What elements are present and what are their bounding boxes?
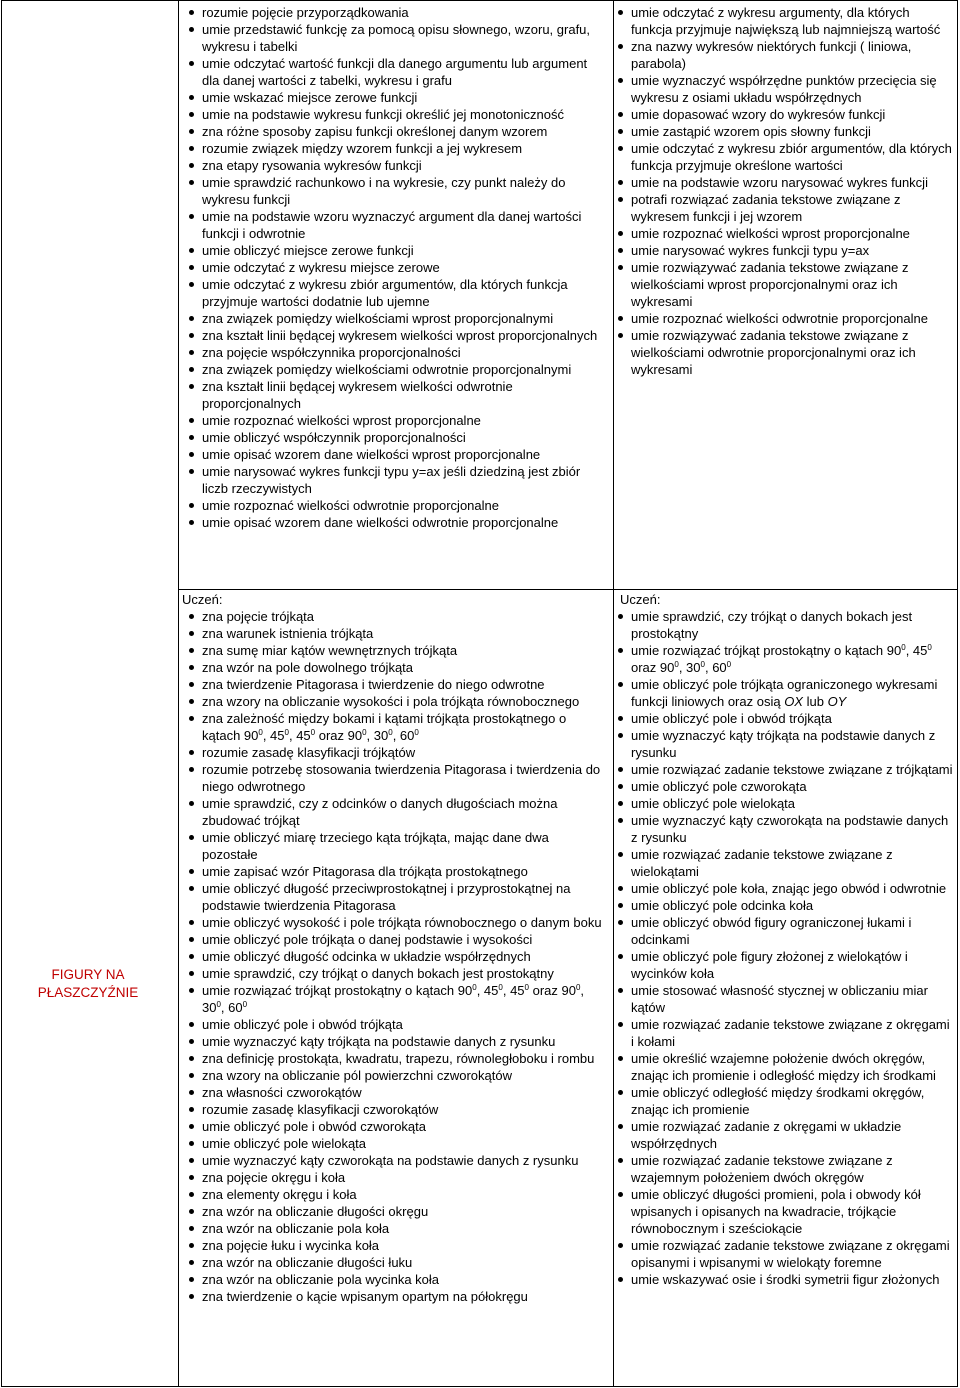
list-item: umie wyznaczyć współrzędne punktów przecięcia się wykresu z osiami układu współrzędnych xyxy=(609,72,954,106)
functions-basic-requirements xyxy=(180,4,606,531)
list-item: zna kształt linii będącej wykresem wielkości wprost proporcjonalnych xyxy=(180,327,606,344)
list-item: zna pojęcie trójkąta xyxy=(180,608,606,625)
list-item: umie wskazać miejsce zerowe funkcji xyxy=(180,89,606,106)
list-item: umie obliczyć pole odcinka koła xyxy=(609,897,954,914)
list-item: umie rozwiązać zadanie tekstowe związane z trójkątami xyxy=(609,761,954,778)
list-item: zna etapy rysowania wykresów funkcji xyxy=(180,157,606,174)
list-item: zna twierdzenie Pitagorasa i twierdzenie do niego odwrotne xyxy=(180,676,606,693)
list-item: umie obliczyć pole figury złożonej z wielokątów i wycinków koła xyxy=(609,948,954,982)
list-item: zna pojęcie współczynnika proporcjonalności xyxy=(180,344,606,361)
column-divider-1 xyxy=(178,1,179,1386)
list-item: umie sprawdzić, czy trójkąt o danych bokach jest prostokątny xyxy=(180,965,606,982)
list-item: zna związek pomiędzy wielkościami odwrotnie proporcjonalnymi xyxy=(180,361,606,378)
figures-extended-requirements xyxy=(609,591,954,1288)
list-item: umie obliczyć wysokość i pole trójkąta równobocznego o danym boku xyxy=(180,914,606,931)
list-item: rozumie pojęcie przyporządkowania xyxy=(180,4,606,21)
list-item: umie obliczyć długość przeciwprostokątnej i przyprostokątnej na podstawie twierdzenia Pitagorasa xyxy=(180,880,606,914)
list-item: umie rozwiązywać zadania tekstowe związane z wielkościami wprost proporcjonalnymi oraz ich wykresami xyxy=(609,259,954,310)
list-item: zna kształt linii będącej wykresem wielkości odwrotnie proporcjonalnych xyxy=(180,378,606,412)
list-item: umie opisać wzorem dane wielkości wprost proporcjonalne xyxy=(180,446,606,463)
list-item: umie wyznaczyć kąty czworokąta na podstawie danych z rysunku xyxy=(180,1152,606,1169)
list-item: umie zapisać wzór Pitagorasa dla trójkąta prostokątnego xyxy=(180,863,606,880)
list-item: umie rozwiązywać zadania tekstowe związane z wielkościami odwrotnie proporcjonalnymi oraz ich wykresami xyxy=(609,327,954,378)
list-item: umie obliczyć pole koła, znając jego obwód i odwrotnie xyxy=(609,880,954,897)
list-item-solve-triangle: umie rozwiązać trójkąt prostokątny o kątach $90^0$, $45^0$, $45^0$ oraz $90^0$, $30^0$, $60^0$ xyxy=(180,982,606,1016)
list-item: umie rozwiązać zadanie tekstowe związane z wzajemnym położeniem dwóch okręgów xyxy=(609,1152,954,1186)
list-item: umie rozwiązać zadanie z okręgami w układzie współrzędnych xyxy=(609,1118,954,1152)
list-item: umie obliczyć współczynnik proporcjonalności xyxy=(180,429,606,446)
list-item: umie odczytać wartość funkcji dla danego argumentu lub argument dla danej wartości z tabelki, wykresu i grafu xyxy=(180,55,606,89)
list-item: umie zastąpić wzorem opis słowny funkcji xyxy=(609,123,954,140)
list-item: umie odczytać z wykresu zbiór argumentów, dla których funkcja przyjmuje określone wartości xyxy=(609,140,954,174)
list-item: zna wzór na obliczanie długości okręgu xyxy=(180,1203,606,1220)
functions-basic-list xyxy=(180,4,606,531)
list-item: umie określić wzajemne położenie dwóch okręgów, znając ich promienie i odległość między ich środkami xyxy=(609,1050,954,1084)
list-item: umie obliczyć pole wielokąta xyxy=(609,795,954,812)
list-item: umie dopasować wzory do wykresów funkcji xyxy=(609,106,954,123)
list-item: umie przedstawić funkcję za pomocą opisu słownego, wzoru, grafu, wykresu i tabelki xyxy=(180,21,606,55)
list-item: umie obliczyć pole czworokąta xyxy=(609,778,954,795)
figures-extended-list xyxy=(609,608,954,1288)
list-item: umie odczytać z wykresu miejsce zerowe xyxy=(180,259,606,276)
list-item: umie rozwiązać zadanie tekstowe związane z okręgami opisanymi i wpisanymi w wielokąty foremne xyxy=(609,1237,954,1271)
list-item: umie opisać wzorem dane wielkości odwrotnie proporcjonalne xyxy=(180,514,606,531)
list-item: umie sprawdzić, czy trójkąt o danych bokach jest prostokątny xyxy=(609,608,954,642)
list-item: umie rozpoznać wielkości wprost proporcjonalne xyxy=(180,412,606,429)
figures-basic-list xyxy=(180,608,606,1305)
list-item: umie obliczyć miejsce zerowe funkcji xyxy=(180,242,606,259)
functions-extended-requirements xyxy=(609,4,954,378)
list-item: umie obliczyć pole trójkąta o danej podstawie i wysokości xyxy=(180,931,606,948)
list-item: umie obliczyć pole i obwód trójkąta xyxy=(609,710,954,727)
list-item: zna warunek istnienia trójkąta xyxy=(180,625,606,642)
list-item: umie obliczyć długość odcinka w układzie współrzędnych xyxy=(180,948,606,965)
list-item: umie wyznaczyć kąty trójkąta na podstawie danych z rysunku xyxy=(609,727,954,761)
figures-basic-requirements xyxy=(180,591,606,1305)
list-item: umie na podstawie wzoru wyznaczyć argument dla danej wartości funkcji i odwrotnie xyxy=(180,208,606,242)
list-item: umie stosować własność stycznej w obliczaniu miar kątów xyxy=(609,982,954,1016)
list-item-angle-relation: zna zależność między bokami i kątami trójkąta prostokątnego o kątach $90^0$, $45^0$, $45^0$ oraz $90^0$, $30^0$, $60^0$ xyxy=(180,710,606,744)
list-item: zna własności czworokątów xyxy=(180,1084,606,1101)
list-item: umie wyznaczyć kąty czworokąta na podstawie danych z rysunku xyxy=(609,812,954,846)
list-item: umie sprawdzić rachunkowo i na wykresie, czy punkt należy do wykresu funkcji xyxy=(180,174,606,208)
list-item: zna sumę miar kątów wewnętrznych trójkąta xyxy=(180,642,606,659)
list-item: umie obliczyć obwód figury ograniczonej łukami i odcinkami xyxy=(609,914,954,948)
row-divider xyxy=(178,589,957,590)
list-item: umie na podstawie wykresu funkcji określić jej monotoniczność xyxy=(180,106,606,123)
list-item: umie rozwiązać zadanie tekstowe związane z okręgami i kołami xyxy=(609,1016,954,1050)
section-label: FIGURY NA PŁASZCZYŹNIE xyxy=(37,967,139,1000)
figures-extended-heading: Uczeń: xyxy=(620,592,661,607)
list-item: umie obliczyć pole wielokąta xyxy=(180,1135,606,1152)
list-item: zna wzory na obliczanie pól powierzchni czworokątów xyxy=(180,1067,606,1084)
list-item: zna wzór na obliczanie długości łuku xyxy=(180,1254,606,1271)
list-item: zna wzór na obliczanie pola koła xyxy=(180,1220,606,1237)
figures-basic-heading: Uczeń: xyxy=(182,592,223,607)
list-item: zna twierdzenie o kącie wpisanym opartym na półokręgu xyxy=(180,1288,606,1305)
list-item: zna wzór na pole dowolnego trójkąta xyxy=(180,659,606,676)
list-item: umie obliczyć pole i obwód czworokąta xyxy=(180,1118,606,1135)
list-item: rozumie związek między wzorem funkcji a jej wykresem xyxy=(180,140,606,157)
list-item: zna wzór na obliczanie pola wycinka koła xyxy=(180,1271,606,1288)
list-item: umie wyznaczyć kąty trójkąta na podstawie danych z rysunku xyxy=(180,1033,606,1050)
list-item: potrafi rozwiązać zadania tekstowe związane z wykresem funkcji i jej wzorem xyxy=(609,191,954,225)
list-item: zna związek pomiędzy wielkościami wprost proporcjonalnymi xyxy=(180,310,606,327)
list-item: umie rozpoznać wielkości odwrotnie proporcjonalne xyxy=(609,310,954,327)
list-item: zna wzory na obliczanie wysokości i pola trójkąta równobocznego xyxy=(180,693,606,710)
functions-extended-list xyxy=(609,4,954,378)
list-item: umie rozpoznać wielkości wprost proporcjonalne xyxy=(609,225,954,242)
list-item: umie odczytać z wykresu argumenty, dla których funkcja przyjmuje największą lub najmniejszą wartość xyxy=(609,4,954,38)
list-item: rozumie potrzebę stosowania twierdzenia Pitagorasa i twierdzenia do niego odwrotnego xyxy=(180,761,606,795)
list-item: rozumie zasadę klasyfikacji trójkątów xyxy=(180,744,606,761)
list-item: umie sprawdzić, czy z odcinków o danych długościach można zbudować trójkąt xyxy=(180,795,606,829)
list-item: zna różne sposoby zapisu funkcji określonej danym wzorem xyxy=(180,123,606,140)
list-item-triangle-area-axes: umie obliczyć pole trójkąta ograniczonego wykresami funkcji liniowych oraz osią OX lub OY xyxy=(609,676,954,710)
list-item: umie rozpoznać wielkości odwrotnie proporcjonalne xyxy=(180,497,606,514)
list-item: rozumie zasadę klasyfikacji czworokątów xyxy=(180,1101,606,1118)
list-item: zna pojęcie łuku i wycinka koła xyxy=(180,1237,606,1254)
list-item: umie odczytać z wykresu zbiór argumentów, dla których funkcja przyjmuje wartości dodatnie lub ujemne xyxy=(180,276,606,310)
list-item: zna elementy okręgu i koła xyxy=(180,1186,606,1203)
list-item: umie na podstawie wzoru narysować wykres funkcji xyxy=(609,174,954,191)
list-item: umie obliczyć odległość między środkami okręgów, znając ich promienie xyxy=(609,1084,954,1118)
list-item: zna definicję prostokąta, kwadratu, trapezu, równoległoboku i rombu xyxy=(180,1050,606,1067)
list-item: zna pojęcie okręgu i koła xyxy=(180,1169,606,1186)
list-item: umie narysować wykres funkcji typu y=ax xyxy=(609,242,954,259)
list-item: umie wskazywać osie i środki symetrii figur złożonych xyxy=(609,1271,954,1288)
list-item: umie obliczyć długości promieni, pola i obwody kół wpisanych i opisanych na kwadracie, trójkącie równobocznym i sześciokącie xyxy=(609,1186,954,1237)
list-item: umie rozwiązać zadanie tekstowe związane z wielokątami xyxy=(609,846,954,880)
list-item-solve-triangle: umie rozwiązać trójkąt prostokątny o kątach $90^0$, $45^0$ oraz $90^0$, $30^0$, $60^0$ xyxy=(609,642,954,676)
list-item: umie obliczyć miarę trzeciego kąta trójkąta, mając dane dwa pozostałe xyxy=(180,829,606,863)
list-item: umie narysować wykres funkcji typu y=ax jeśli dziedziną jest zbiór liczb rzeczywistych xyxy=(180,463,606,497)
list-item: umie obliczyć pole i obwód trójkąta xyxy=(180,1016,606,1033)
list-item: zna nazwy wykresów niektórych funkcji ( liniowa, parabola) xyxy=(609,38,954,72)
